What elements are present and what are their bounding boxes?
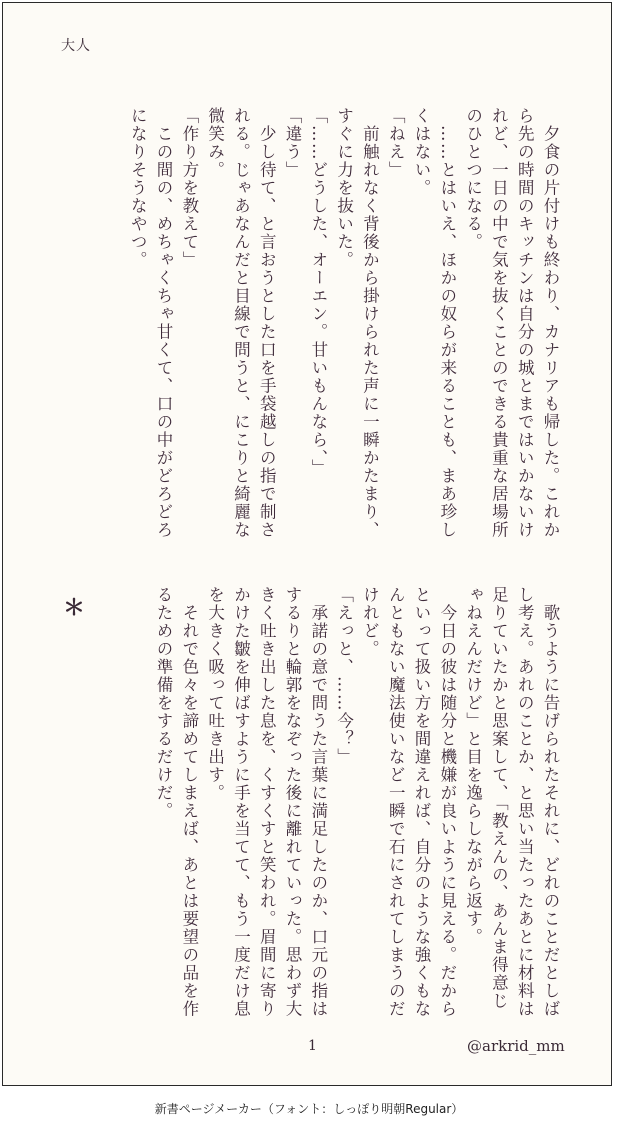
page-title: 大人 — [61, 38, 91, 54]
scene-break-asterisk: ＊ — [63, 595, 86, 621]
page-number: 1 — [308, 1038, 317, 1054]
author-handle: @arkrid_mm — [467, 1037, 565, 1055]
lower-text-block: 歌うように告げられたそれに、どれのことだとしばし考え。あれのことか、と思い当たったあとに材料は足りていたかと思案して、「教えんの、あんま得意じゃねえんだけど」と目を逸らしながら返す。 今日の彼は随分と機嫌が良いように見える。だからといって扱い方を間違えれば、自分のような強くもなんともない魔法使いなど一瞬で石にされてしまうのだけれど。 「えっと、……今？」 承諾の意で問うた言葉に満足したのか、口元の指はするりと輪郭をなぞった後に離れていった。思わず大きく吐き出した息を、くすくすと笑われ。眉間に寄りかけた皺を伸ばすように手を当てて、もう一度だけ息を大きく吸って吐き出す。 それで色々を諦めてしまえば、あとは要望の品を作るための準備をするだけだ。 — [154, 586, 560, 1018]
novel-page — [2, 2, 612, 1086]
generator-credit: 新書ページメーカー（フォント：しっぽり明朝Regular） — [154, 1102, 464, 1116]
upper-text-block: 夕食の片付けも終わり、カナリアも帰した。これから先の時間のキッチンは自分の城とまではいかないけれど、一日の中で気を抜くことのできる貴重な居場所のひとつになる。 ……とはいえ、ほかの奴らが来ることも、まあ珍しくはない。 「ねえ」 前触れなく背後から掛けられた声に一瞬かたまり、すぐに力を抜いた。 「……どうした、オーエン。甘いもんなら、」 「違う」 少し待て、と言おうとした口を手袋越しの指で制される。じゃあなんだと目線で問うと、にこりと綺麗な微笑み。 「作り方を教えて」 この間の、めちゃくちゃ甘くて、口の中がどろどろになりそうなやつ。 — [128, 107, 560, 539]
